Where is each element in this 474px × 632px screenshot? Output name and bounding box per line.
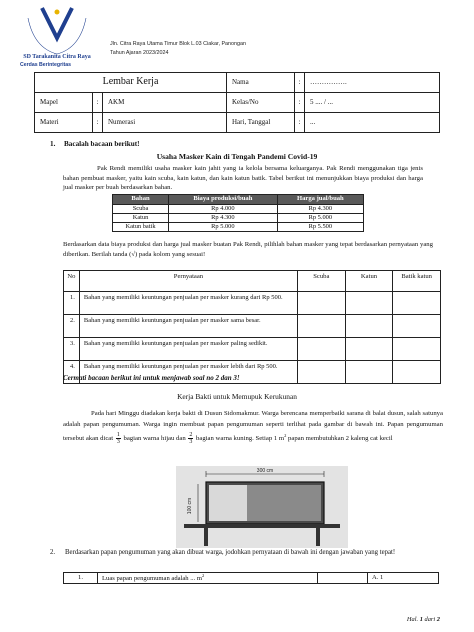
school-address: Jln. Citra Raya Utama Timur Blok L.03 Ciakar, Panongan — [110, 41, 247, 47]
statement-table — [63, 270, 441, 384]
topic-value: Numerasi — [103, 113, 227, 133]
table-row: 2. Bahan yang memiliki keuntungan penjualan per masker sama besar. — [64, 315, 441, 338]
table-header: No — [64, 271, 80, 292]
board-shelf — [184, 524, 340, 528]
match-answer[interactable]: A. 1 — [368, 573, 439, 584]
page-total: 2 — [436, 616, 440, 623]
matching-table — [63, 572, 439, 584]
page-footer: Hal. 1 dari 2 — [406, 616, 440, 623]
board-green-part — [209, 485, 247, 521]
instruction-paragraph: Berdasarkan data biaya produksi dan harga jual masker buatan Pak Rendi, pilihlah bahan masker yang tepat berdasarkan pernyataan yang diberikan. Berilah tanda (√) pada kolom yang sesuai! — [63, 241, 433, 258]
page-number: 1 — [419, 616, 423, 623]
class-field[interactable]: 5 .... / ... — [305, 93, 440, 113]
question-2 — [50, 548, 440, 558]
board-yellow-part — [247, 485, 321, 521]
question-number: 1. — [50, 140, 56, 148]
date-field[interactable]: ... — [305, 113, 440, 133]
answer-cell-scuba[interactable] — [297, 338, 345, 361]
question-text: Bacalah bacaan berikut! — [64, 140, 140, 148]
fraction-one-third: $\frac{1}{3}$ — [116, 432, 120, 446]
story-title: Usaha Masker Kain di Tengah Pandemi Covid-19 — [156, 152, 318, 161]
answer-cell-katun[interactable] — [345, 338, 393, 361]
table-header: Scuba — [297, 271, 345, 292]
subject-value: AKM — [103, 93, 227, 113]
answer-cell-batik[interactable] — [393, 361, 441, 384]
question-number: 2. — [50, 549, 56, 556]
story2-paragraph: Pada hari Minggu diadakan kerja bakti di Dusun Sidomakmur. Warga berencana memperbaiki sarana di balai dusun, salah satunya adalah papan pengumuman. Warga ingin membuat papan pengumuman seperti terlihat pada gambar di bawah ini. Papan pengumuman tersebut akan dicat $\frac{1}{3}$ bagian warna hijau dan $\frac{2}{3}$ bagian warna kuning. Setiap 1 $m^2$ papan membutuhkan 2 kaleng cat kecil — [63, 410, 443, 446]
school-year: Tahun Ajaran 2023/2024 — [110, 50, 169, 56]
answer-cell-scuba[interactable] — [297, 315, 345, 338]
date-label: Hari, Tanggal — [227, 113, 295, 133]
match-statement: Luas papan pengumuman adalah ... $m^2$ — [98, 573, 318, 584]
table-row: 1. Bahan yang memiliki keuntungan penjualan per masker kurang dari Rp 500. — [64, 292, 441, 315]
worksheet-title: Lembar Kerja — [35, 73, 227, 93]
story2-title: Kerja Bakti untuk Memupuk Kerukunan — [177, 392, 297, 401]
answer-cell-katun[interactable] — [345, 292, 393, 315]
topic-label: Materi — [35, 113, 93, 133]
answer-cell-scuba[interactable] — [297, 361, 345, 384]
table-row: 4. Bahan yang memiliki keuntungan penjualan per masker lebih dari Rp 500. — [64, 361, 441, 384]
width-label: 300 cm — [256, 468, 274, 474]
school-motto: Cerdas Berintegritas — [20, 62, 72, 68]
table-row: Katun Rp 4.300 Rp 5.000 — [113, 214, 364, 223]
answer-cell-batik[interactable] — [393, 292, 441, 315]
question-text: Berdasarkan papan pengumuman yang akan dibuat warga, jodohkan pernyataan di bawah ini dengan jawaban yang tepat! — [65, 549, 396, 556]
class-label: Kelas/No — [227, 93, 295, 113]
board-leg — [204, 528, 208, 546]
name-field[interactable]: ……………. — [305, 73, 440, 93]
notice-board-illustration — [176, 466, 348, 548]
statement-text: Bahan yang memiliki keuntungan penjualan per masker lebih dari Rp 500. — [79, 361, 297, 384]
school-address-block — [110, 40, 246, 58]
answer-cell-batik[interactable] — [393, 338, 441, 361]
story-paragraph: Pak Rendi memiliki usaha masker kain jahit yang ia kelola bersama keluarganya. Pak Rendi menggunakan tiga jenis bahan pembuat masker, yaitu kain scuba, kain katun, dan kain katun batik. Tabel berikut ini menunjukkan biaya produksi dan harga jual masker per buah berdasarkan bahan. — [63, 165, 423, 192]
answer-cell-katun[interactable] — [345, 315, 393, 338]
logo-text: SD Tarakanita Citra Raya — [23, 54, 91, 60]
height-label: 100 cm — [187, 497, 193, 515]
board-leg — [316, 528, 320, 546]
table-row: 3. Bahan yang memiliki keuntungan penjualan per masker paling sedikit. — [64, 338, 441, 361]
table-header: Biaya produksi/buah — [169, 195, 278, 205]
statement-text: Bahan yang memiliki keuntungan penjualan per masker sama besar. — [79, 315, 297, 338]
school-logo — [20, 4, 94, 64]
match-connector[interactable] — [318, 573, 368, 584]
table-header: Pernyataan — [79, 271, 297, 292]
subject-label: Mapel — [35, 93, 93, 113]
table-row: Katun batik Rp 5.000 Rp 5.500 — [113, 223, 364, 232]
cost-table — [112, 194, 364, 232]
answer-cell-scuba[interactable] — [297, 292, 345, 315]
table-header: Katun — [345, 271, 393, 292]
answer-cell-batik[interactable] — [393, 315, 441, 338]
table-row: Scuba Rp 4.000 Rp 4.300 — [113, 205, 364, 214]
table-row: 1. Luas papan pengumuman adalah ... $m^2$ A. 1 — [64, 573, 439, 584]
question-1-heading — [50, 140, 139, 149]
table-header: Harga jual/buah — [277, 195, 363, 205]
statement-text: Bahan yang memiliki keuntungan penjualan per masker kurang dari Rp 500. — [79, 292, 297, 315]
fraction-two-thirds: $\frac{2}{3}$ — [189, 432, 193, 446]
worksheet-info-table: Lembar Kerja Nama : ……………. Mapel : AKM Kelas/No : 5 .... / ... Materi : Numerasi Hari, Tanggal : ... — [34, 72, 440, 133]
emphasis-note: Cermati bacaan berikut ini untuk menjawab soal no 2 dan 3! — [63, 374, 240, 382]
statement-text: Bahan yang memiliki keuntungan penjualan per masker paling sedikit. — [79, 338, 297, 361]
table-header: Batik katun — [393, 271, 441, 292]
table-header: Bahan — [113, 195, 169, 205]
name-label: Nama — [227, 73, 295, 93]
answer-cell-katun[interactable] — [345, 361, 393, 384]
